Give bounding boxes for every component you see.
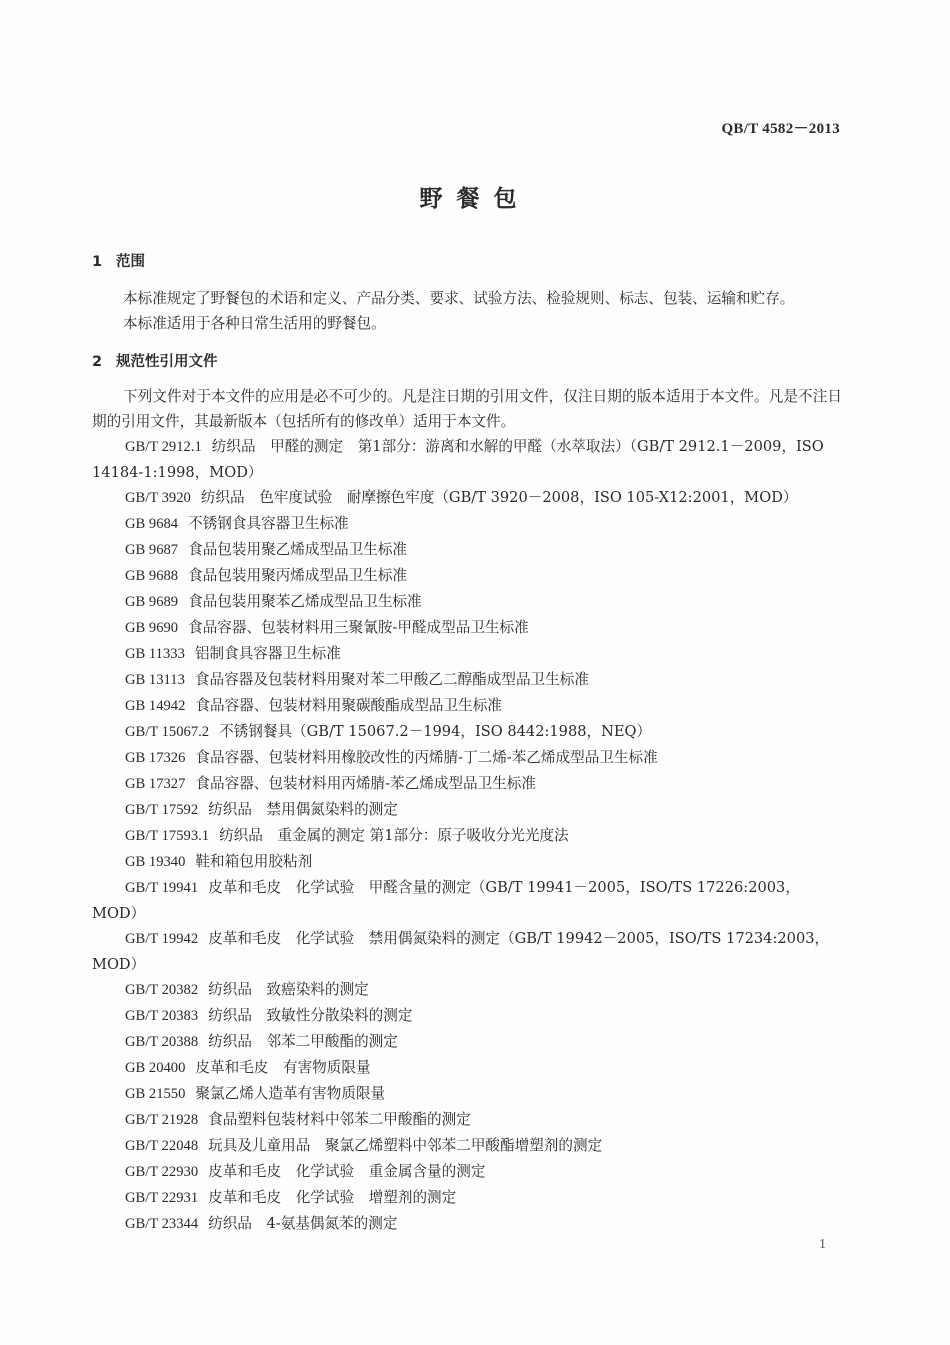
reference-item bbox=[92, 1211, 842, 1237]
reference-item bbox=[92, 875, 842, 926]
reference-item bbox=[92, 977, 842, 1003]
reference-code: GB/T 22930 bbox=[125, 1164, 199, 1180]
reference-item bbox=[92, 1029, 842, 1055]
standard-code: QB/T 4582－2013 bbox=[721, 121, 840, 137]
reference-title: 食品包装用聚丙烯成型品卫生标准 bbox=[188, 567, 408, 584]
reference-title: 不锈钢食具容器卫生标准 bbox=[188, 515, 349, 532]
reference-title: 食品包装用聚苯乙烯成型品卫生标准 bbox=[188, 593, 422, 610]
reference-code: GB/T 20382 bbox=[125, 982, 199, 998]
reference-title: 纺织品 致癌染料的测定 bbox=[208, 981, 369, 998]
reference-title: 皮革和毛皮 化学试验 禁用偶氮染料的测定（GB/T 19942－2005，ISO/TS 17234:2003，MOD） bbox=[92, 930, 830, 973]
reference-code: GB 21550 bbox=[125, 1086, 186, 1102]
document-body bbox=[92, 248, 842, 1237]
reference-title: 纺织品 致敏性分散染料的测定 bbox=[208, 1007, 413, 1024]
reference-item bbox=[92, 719, 842, 745]
references-intro: 下列文件对于本文件的应用是必不可少的。凡是注日期的引用文件，仅注日期的版本适用于本文件。凡是不注日期的引用文件，其最新版本（包括所有的修改单）适用于本文件。 bbox=[92, 388, 842, 430]
reference-code: GB 9689 bbox=[125, 594, 179, 610]
reference-item bbox=[92, 563, 842, 589]
reference-code: GB 13113 bbox=[125, 672, 185, 688]
reference-code: GB 9687 bbox=[125, 542, 179, 558]
reference-item bbox=[92, 485, 842, 511]
reference-title: 食品塑料包装材料中邻苯二甲酸酯的测定 bbox=[208, 1111, 471, 1128]
reference-title: 食品容器、包装材料用橡胶改性的丙烯腈-丁二烯-苯乙烯成型品卫生标准 bbox=[195, 749, 658, 766]
reference-item bbox=[92, 667, 842, 693]
section-title: 范围 bbox=[116, 254, 145, 270]
scope-paragraph: 本标准规定了野餐包的术语和定义、产品分类、要求、试验方法、检验规则、标志、包装、运输和贮存。 bbox=[123, 290, 795, 307]
reference-code: GB/T 3920 bbox=[125, 490, 191, 506]
reference-title: 不锈钢餐具（GB/T 15067.2－1994，ISO 8442:1988，NEQ） bbox=[219, 723, 652, 740]
reference-title: 皮革和毛皮 化学试验 增塑剂的测定 bbox=[208, 1189, 457, 1206]
section-number: 2 bbox=[92, 354, 103, 370]
reference-item bbox=[92, 849, 842, 875]
reference-item bbox=[92, 771, 842, 797]
reference-code: GB/T 19941 bbox=[125, 880, 199, 896]
reference-item bbox=[92, 537, 842, 563]
reference-title: 纺织品 禁用偶氮染料的测定 bbox=[208, 801, 398, 818]
reference-item bbox=[92, 926, 842, 977]
reference-code: GB 9690 bbox=[125, 620, 179, 636]
section-heading-normative-references bbox=[92, 350, 842, 372]
reference-title: 皮革和毛皮 有害物质限量 bbox=[195, 1059, 371, 1076]
reference-title: 纺织品 邻苯二甲酸酯的测定 bbox=[208, 1033, 398, 1050]
reference-item bbox=[92, 1107, 842, 1133]
reference-code: GB 9688 bbox=[125, 568, 179, 584]
section-title: 规范性引用文件 bbox=[116, 354, 218, 370]
reference-title: 皮革和毛皮 化学试验 重金属含量的测定 bbox=[208, 1163, 486, 1180]
reference-title: 皮革和毛皮 化学试验 甲醛含量的测定（GB/T 19941－2005，ISO/TS 17226:2003，MOD） bbox=[92, 879, 800, 922]
reference-title: 纺织品 4-氨基偶氮苯的测定 bbox=[208, 1215, 398, 1232]
section-heading-scope bbox=[92, 250, 842, 272]
reference-code: GB/T 22048 bbox=[125, 1138, 199, 1154]
reference-code: GB 11333 bbox=[125, 646, 185, 662]
page-number: 1 bbox=[819, 1237, 826, 1252]
reference-item bbox=[92, 1055, 842, 1081]
section-number: 1 bbox=[92, 254, 103, 270]
reference-code: GB 14942 bbox=[125, 698, 186, 714]
reference-item bbox=[92, 511, 842, 537]
reference-title: 食品容器、包装材料用丙烯腈-苯乙烯成型品卫生标准 bbox=[195, 775, 536, 792]
reference-item bbox=[92, 1133, 842, 1159]
reference-code: GB/T 20383 bbox=[125, 1008, 199, 1024]
reference-title: 鞋和箱包用胶粘剂 bbox=[195, 853, 313, 870]
reference-title: 纺织品 重金属的测定 第1部分：原子吸收分光光度法 bbox=[219, 827, 569, 844]
reference-code: GB/T 22931 bbox=[125, 1190, 199, 1206]
reference-item bbox=[92, 1081, 842, 1107]
reference-item bbox=[92, 1003, 842, 1029]
reference-item bbox=[92, 693, 842, 719]
reference-code: GB/T 15067.2 bbox=[125, 724, 210, 740]
reference-code: GB 17326 bbox=[125, 750, 186, 766]
reference-title: 玩具及儿童用品 聚氯乙烯塑料中邻苯二甲酸酯增塑剂的测定 bbox=[208, 1137, 603, 1154]
reference-code: GB/T 17592 bbox=[125, 802, 199, 818]
reference-code: GB/T 20388 bbox=[125, 1034, 199, 1050]
reference-title: 铝制食具容器卫生标准 bbox=[194, 645, 341, 662]
reference-item bbox=[92, 745, 842, 771]
reference-title: 聚氯乙烯人造革有害物质限量 bbox=[195, 1085, 386, 1102]
reference-code: GB 9684 bbox=[125, 516, 179, 532]
reference-title: 纺织品 甲醛的测定 第1部分：游离和水解的甲醛（水萃取法）（GB/T 2912.1－2009，ISO 14184-1:1998，MOD） bbox=[92, 438, 824, 481]
reference-title: 食品包装用聚乙烯成型品卫生标准 bbox=[188, 541, 408, 558]
reference-code: GB/T 21928 bbox=[125, 1112, 199, 1128]
reference-code: GB 19340 bbox=[125, 854, 186, 870]
reference-item bbox=[92, 1185, 842, 1211]
reference-item bbox=[92, 641, 842, 667]
reference-code: GB/T 19942 bbox=[125, 931, 199, 947]
reference-title: 食品容器、包装材料用三聚氰胺-甲醛成型品卫生标准 bbox=[188, 619, 529, 636]
reference-code: GB 17327 bbox=[125, 776, 186, 792]
reference-code: GB/T 2912.1 bbox=[125, 439, 202, 455]
reference-title: 食品容器及包装材料用聚对苯二甲酸乙二醇酯成型品卫生标准 bbox=[194, 671, 589, 688]
reference-code: GB/T 23344 bbox=[125, 1216, 199, 1232]
reference-list bbox=[92, 434, 842, 1237]
reference-item bbox=[92, 1159, 842, 1185]
reference-code: GB 20400 bbox=[125, 1060, 186, 1076]
scope-paragraph: 本标准适用于各种日常生活用的野餐包。 bbox=[123, 315, 386, 332]
reference-item bbox=[92, 615, 842, 641]
document-title: 野餐包 bbox=[419, 186, 531, 212]
reference-item bbox=[92, 823, 842, 849]
reference-item bbox=[92, 589, 842, 615]
reference-code: GB/T 17593.1 bbox=[125, 828, 210, 844]
reference-title: 食品容器、包装材料用聚碳酸酯成型品卫生标准 bbox=[195, 697, 502, 714]
reference-title: 纺织品 色牢度试验 耐摩擦色牢度（GB/T 3920－2008，ISO 105-X12:2001，MOD） bbox=[200, 489, 798, 506]
reference-item bbox=[92, 434, 842, 485]
reference-item bbox=[92, 797, 842, 823]
